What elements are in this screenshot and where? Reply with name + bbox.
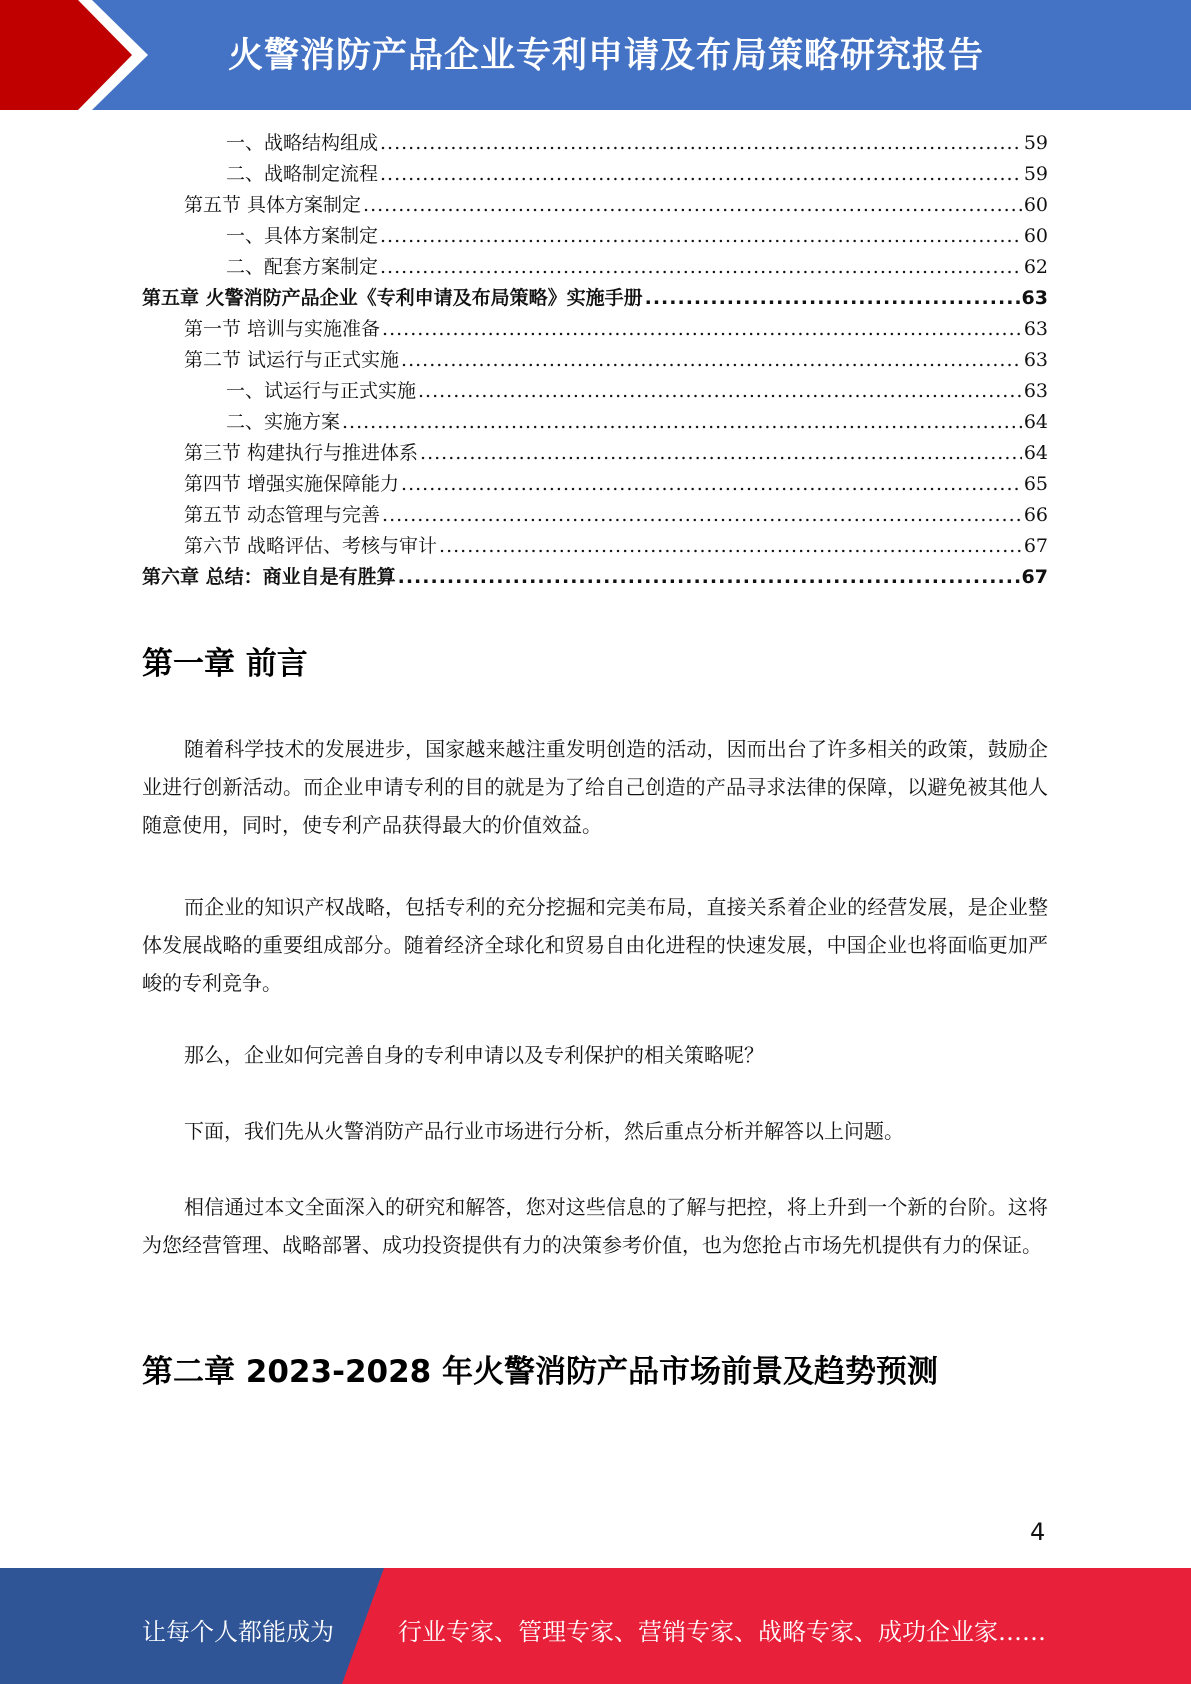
toc-entry-page: 64 — [1023, 411, 1048, 433]
toc-entry-page: 59 — [1023, 163, 1048, 185]
toc-dot-leader — [382, 314, 1022, 345]
toc-entry[interactable] — [142, 283, 1048, 314]
toc-entry[interactable] — [142, 376, 1048, 407]
toc-entry[interactable] — [142, 159, 1048, 190]
toc-dot-leader — [380, 159, 1022, 190]
toc-entry-title: 二、实施方案 — [226, 411, 341, 433]
toc-entry[interactable] — [142, 221, 1048, 252]
toc-entry-page: 64 — [1023, 442, 1048, 464]
toc-dot-leader — [401, 469, 1022, 500]
toc-entry[interactable] — [142, 190, 1048, 221]
toc-entry-title: 一、战略结构组成 — [226, 132, 379, 154]
toc-entry-page: 63 — [1023, 318, 1048, 340]
chapter1-paragraph-5: 相信通过本文全面深入的研究和解答，您对这些信息的了解与把控，将上升到一个新的台阶。这将为您经营管理、战略部署、成功投资提供有力的决策参考价值，也为您抢占市场先机提供有力的保证。 — [142, 1195, 1048, 1257]
toc-entry[interactable] — [142, 500, 1048, 531]
header-red-arrow-icon — [0, 0, 160, 110]
toc-entry[interactable] — [142, 345, 1048, 376]
chapter1-paragraph-2: 而企业的知识产权战略，包括专利的充分挖掘和完美布局，直接关系着企业的经营发展，是企业整体发展战略的重要组成部分。随着经济全球化和贸易自由化进程的快速发展，中国企业也将面临更加严峻的专利竞争。 — [142, 895, 1048, 995]
toc-entry-title: 第六节 战略评估、考核与审计 — [184, 535, 438, 557]
toc-entry-page: 66 — [1023, 504, 1048, 526]
header-banner — [0, 0, 1191, 110]
toc-entry-page: 62 — [1023, 256, 1048, 278]
toc-dot-leader — [380, 252, 1022, 283]
report-title: 火警消防产品企业专利申请及布局策略研究报告 — [228, 36, 985, 76]
chapter1-heading: 第一章 前言 — [142, 646, 308, 682]
toc-dot-leader — [420, 438, 1022, 469]
toc-entry-page: 60 — [1023, 194, 1048, 216]
toc-entry[interactable] — [142, 128, 1048, 159]
toc-dot-leader — [645, 283, 1020, 314]
toc-entry[interactable] — [142, 562, 1048, 593]
toc-dot-leader — [439, 531, 1022, 562]
toc-entry-page: 67 — [1023, 535, 1048, 557]
toc-entry-title: 二、配套方案制定 — [226, 256, 379, 278]
chapter1-paragraph-3: 那么，企业如何完善自身的专利申请以及专利保护的相关策略呢？ — [184, 1043, 764, 1067]
toc-entry[interactable] — [142, 252, 1048, 283]
toc-entry-title: 第四节 增强实施保障能力 — [184, 473, 400, 495]
toc-entry-title: 第五节 具体方案制定 — [184, 194, 362, 216]
footer-slogan-left: 让每个人都能成为 — [142, 1618, 334, 1646]
footer-banner — [0, 1568, 1191, 1684]
toc-entry[interactable] — [142, 438, 1048, 469]
toc-entry-title: 一、试运行与正式实施 — [226, 380, 417, 402]
toc-entry-page: 65 — [1023, 473, 1048, 495]
toc-entry-title: 第六章 总结：商业自是有胜算 — [142, 566, 396, 588]
toc-entry[interactable] — [142, 407, 1048, 438]
toc-dot-leader — [380, 221, 1022, 252]
toc-dot-leader — [401, 345, 1022, 376]
toc-entry-title: 第一节 培训与实施准备 — [184, 318, 381, 340]
chapter1-paragraph-4: 下面，我们先从火警消防产品行业市场进行分析，然后重点分析并解答以上问题。 — [184, 1119, 904, 1143]
toc-entry-page: 63 — [1021, 287, 1048, 309]
toc-entry-page: 59 — [1023, 132, 1048, 154]
toc-entry-title: 第五节 动态管理与完善 — [184, 504, 381, 526]
toc-entry-title: 第三节 构建执行与推进体系 — [184, 442, 419, 464]
toc-entry-title: 第二节 试运行与正式实施 — [184, 349, 400, 371]
toc-entry[interactable] — [142, 469, 1048, 500]
toc-dot-leader — [342, 407, 1022, 438]
toc-entry[interactable] — [142, 314, 1048, 345]
toc-entry-page: 63 — [1023, 380, 1048, 402]
chapter1-paragraph-1: 随着科学技术的发展进步，国家越来越注重发明创造的活动，因而出台了许多相关的政策，鼓励企业进行创新活动。而企业申请专利的目的就是为了给自己创造的产品寻求法律的保障，以避免被其他人随意使用，同时，使专利产品获得最大的价值效益。 — [142, 737, 1048, 837]
chapter2-heading: 第二章 2023-2028 年火警消防产品市场前景及趋势预测 — [142, 1354, 939, 1390]
toc-dot-leader — [380, 128, 1022, 159]
toc-dot-leader — [418, 376, 1022, 407]
toc-entry-page: 67 — [1021, 566, 1048, 588]
toc-dot-leader — [398, 562, 1020, 593]
page-number: 4 — [1030, 1518, 1046, 1546]
toc-entry-title: 第五章 火警消防产品企业《专利申请及布局策略》实施手册 — [142, 287, 643, 309]
toc-entry-title: 一、具体方案制定 — [226, 225, 379, 247]
table-of-contents — [142, 128, 1048, 593]
toc-entry-page: 60 — [1023, 225, 1048, 247]
toc-entry-title: 二、战略制定流程 — [226, 163, 379, 185]
toc-entry[interactable] — [142, 531, 1048, 562]
toc-entry-page: 63 — [1023, 349, 1048, 371]
toc-dot-leader — [382, 500, 1022, 531]
footer-slogan-right: 行业专家、管理专家、营销专家、战略专家、成功企业家…… — [398, 1618, 1046, 1646]
toc-dot-leader — [363, 190, 1022, 221]
